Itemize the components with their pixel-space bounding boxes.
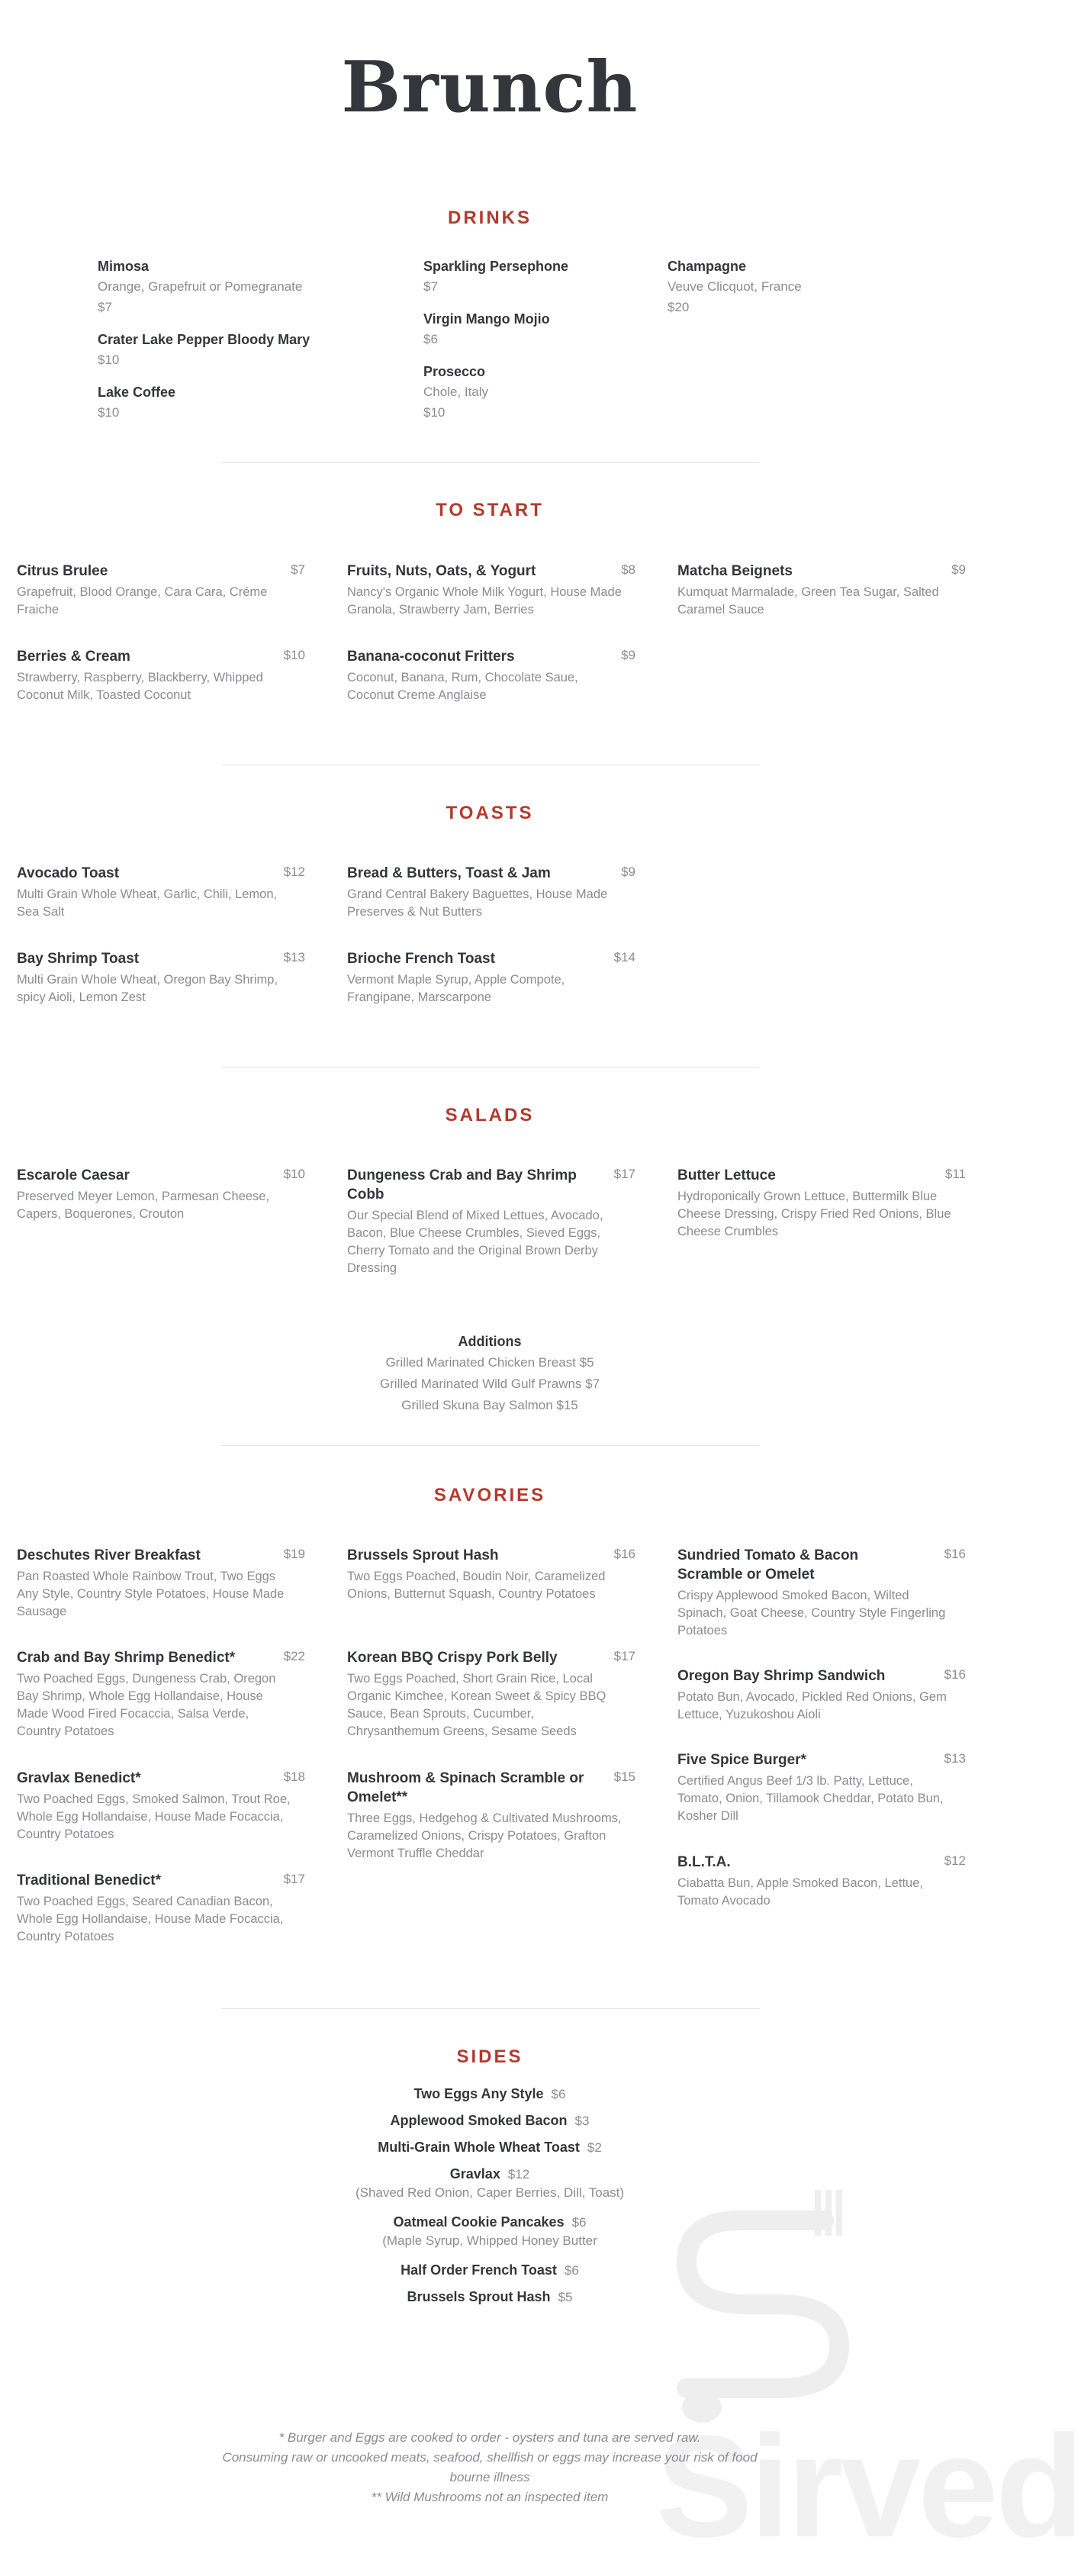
item-price: $10: [283, 648, 305, 662]
drink-name: Virgin Mango Mojio: [423, 311, 550, 327]
drink-name: Mimosa: [98, 259, 150, 274]
menu-item: [17, 949, 305, 1006]
item-name: Five Spice Burger*: [677, 1752, 806, 1768]
menu-item: [677, 1666, 966, 1750]
menu-item: [677, 1853, 966, 1910]
item-name: Mushroom & Spinach Scramble or Omelet**: [347, 1770, 584, 1805]
item-desc: Vermont Maple Syrup, Apple Compote, Frangipane, Marscarpone: [347, 973, 565, 1004]
menu-item: [677, 1546, 966, 1666]
side-name: Multi-Grain Whole Wheat Toast: [378, 2140, 580, 2155]
menu-item: [17, 1871, 305, 1946]
item-desc: Strawberry, Raspberry, Blackberry, Whipped Coconut Milk, Toasted Coconut: [17, 671, 263, 702]
footnote-line: ** Wild Mushrooms not an inspected item: [371, 2490, 609, 2504]
item-price: $12: [944, 1853, 966, 1868]
menu-item: [347, 1769, 635, 1863]
item-name: Gravlax Benedict*: [17, 1770, 141, 1786]
item-desc: Crispy Applewood Smoked Bacon, Wilted Spinach, Goat Cheese, Country Style Fingerling Potatoes: [677, 1589, 946, 1637]
footnote-line: Consuming raw or uncooked meats, seafood, shellfish or eggs may increase your risk of food: [222, 2450, 758, 2465]
side-name: Oatmeal Cookie Pancakes: [393, 2214, 565, 2230]
side-name: Half Order French Toast: [401, 2262, 557, 2278]
drink-name: Prosecco: [423, 364, 486, 379]
item-price: $8: [621, 562, 635, 577]
side-name: Two Eggs Any Style: [413, 2086, 544, 2101]
item-desc: Kumquat Marmalade, Green Tea Sugar, Salted Caramel Sauce: [677, 585, 939, 617]
addition-line: Grilled Marinated Chicken Breast $5: [385, 1355, 594, 1370]
item-price: $17: [283, 1872, 305, 1886]
item-desc: Multi Grain Whole Wheat, Garlic, Chili, Lemon, Sea Salt: [17, 887, 278, 919]
drink-item: [423, 309, 652, 349]
menu-item: [347, 562, 635, 647]
salads-column-1: [17, 1166, 305, 1223]
side-price: $6: [551, 2087, 566, 2101]
side-item: [0, 2113, 980, 2129]
item-desc: Two Eggs Poached, Boudin Noir, Caramelized Onions, Butternut Squash, Country Potatoes: [347, 1570, 606, 1601]
item-name: Brioche French Toast: [347, 951, 495, 967]
to-start-column-3: [677, 562, 966, 619]
item-name: Avocado Toast: [17, 865, 120, 881]
item-name: Brussels Sprout Hash: [347, 1547, 499, 1563]
item-price: $13: [283, 950, 305, 964]
savories-column-1: [17, 1546, 305, 1946]
item-price: $9: [621, 865, 635, 879]
sides-heading: SIDES: [456, 2046, 523, 2067]
drink-item: [423, 256, 652, 297]
to-start-column-1: [17, 562, 305, 704]
section-divider: [221, 1445, 760, 1446]
footnote-line: bourne illness: [449, 2470, 530, 2484]
addition-line: Grilled Skuna Bay Salmon $15: [401, 1398, 578, 1412]
item-name: Crab and Bay Shrimp Benedict*: [17, 1650, 236, 1666]
drink-desc: Chole, Italy: [423, 385, 489, 399]
section-divider: [221, 462, 760, 463]
drink-item: [423, 362, 652, 423]
item-price: $7: [291, 562, 305, 577]
item-desc: Our Special Blend of Mixed Lettues, Avocado, Bacon, Blue Cheese Crumbles, Sieved Eggs, Cherry Tomato and the Original Brown Derby Dressing: [347, 1209, 603, 1275]
drink-name: Crater Lake Pepper Bloody Mary: [98, 332, 310, 347]
menu-item: [17, 864, 305, 949]
item-price: $11: [944, 1167, 966, 1181]
menu-item: [347, 1166, 635, 1277]
item-name: Fruits, Nuts, Oats, & Yogurt: [347, 563, 536, 579]
item-price: $19: [283, 1547, 305, 1561]
side-desc: (Maple Syrup, Whipped Honey Butter: [382, 2233, 597, 2248]
drinks-column-1: [98, 256, 388, 435]
menu-item: [347, 949, 635, 1006]
toasts-column-2: [347, 864, 635, 1006]
menu-item: [347, 1546, 635, 1648]
item-desc: Two Poached Eggs, Dungeness Crab, Oregon Bay Shrimp, Whole Egg Hollandaise, House Made Wood Fired Focaccia, Salsa Verde, Country Potatoes: [17, 1672, 276, 1738]
drink-name: Champagne: [668, 259, 747, 274]
item-name: Bread & Butters, Toast & Jam: [347, 865, 551, 881]
menu-item: [17, 647, 305, 704]
item-desc: Coconut, Banana, Rum, Chocolate Saue, Coconut Creme Anglaise: [347, 671, 578, 702]
menu-item: [17, 1648, 305, 1769]
item-name: B.L.T.A.: [677, 1854, 731, 1870]
sirved-logo-icon: [656, 2190, 862, 2426]
drink-desc: Veuve Clicquot, France: [668, 279, 802, 294]
item-name: Traditional Benedict*: [17, 1872, 161, 1889]
menu-item: [677, 1166, 966, 1241]
menu-item: [347, 864, 635, 949]
side-desc: (Shaved Red Onion, Caper Berries, Dill, Toast): [355, 2185, 625, 2200]
toasts-heading: TOASTS: [446, 803, 534, 823]
savories-column-2: [347, 1546, 635, 1863]
menu-item: [677, 562, 966, 619]
item-name: Dungeness Crab and Bay Shrimp Cobb: [347, 1167, 577, 1203]
footnotes: [0, 2428, 980, 2507]
to-start-column-2: [347, 562, 635, 704]
item-price: $17: [613, 1167, 635, 1181]
salads-column-3: [677, 1166, 966, 1241]
item-name: Bay Shrimp Toast: [17, 951, 140, 967]
salads-heading: SALADS: [445, 1105, 535, 1125]
item-name: Butter Lettuce: [677, 1167, 776, 1183]
toasts-column-1: [17, 864, 305, 1006]
item-name: Oregon Bay Shrimp Sandwich: [677, 1668, 886, 1684]
addition-line: Grilled Marinated Wild Gulf Prawns $7: [379, 1377, 600, 1391]
page-title: Brunch: [341, 46, 639, 128]
side-price: $3: [574, 2114, 590, 2128]
additions-title: Additions: [458, 1334, 522, 1349]
drink-price: $20: [668, 300, 690, 314]
item-price: $15: [613, 1769, 635, 1784]
item-desc: Pan Roasted Whole Rainbow Trout, Two Eggs Any Style, Country Style Potatoes, House Made Sausage: [17, 1570, 285, 1618]
item-desc: Ciabatta Bun, Apple Smoked Bacon, Lettue, Tomato Avocado: [677, 1876, 923, 1908]
drink-price: $7: [423, 279, 438, 294]
drink-price: $10: [423, 405, 446, 420]
drink-item: [98, 330, 388, 370]
side-item: [0, 2140, 980, 2156]
item-desc: Three Eggs, Hedgehog & Cultivated Mushrooms, Caramelized Onions, Crispy Potatoes, Grafton Vermont Truffle Cheddar: [347, 1811, 622, 1860]
salads-column-2: [347, 1166, 635, 1277]
drink-price: $10: [98, 353, 120, 367]
item-desc: Hydroponically Grown Lettuce, Buttermilk Blue Cheese Dressing, Crispy Fried Red Onions, Blue Cheese Crumbles: [677, 1190, 951, 1238]
side-name: Gravlax: [449, 2166, 500, 2182]
item-name: Banana-coconut Fritters: [347, 649, 515, 665]
side-price: $5: [558, 2290, 573, 2304]
item-price: $9: [951, 562, 966, 577]
item-name: Citrus Brulee: [17, 563, 108, 579]
item-name: Sundried Tomato & Bacon Scramble or Omelet: [677, 1547, 859, 1583]
savories-column-3: [677, 1546, 966, 1910]
drink-item: [98, 382, 388, 423]
drink-desc: Orange, Grapefruit or Pomegranate: [98, 279, 303, 294]
item-name: Korean BBQ Crispy Pork Belly: [347, 1650, 558, 1666]
salad-additions: [0, 1331, 980, 1416]
item-price: $16: [944, 1667, 966, 1682]
side-item: [0, 2086, 980, 2102]
item-price: $10: [283, 1167, 305, 1181]
side-price: $12: [507, 2167, 530, 2182]
menu-item: [17, 562, 305, 647]
item-price: $18: [283, 1769, 305, 1784]
item-name: Berries & Cream: [17, 649, 130, 665]
side-price: $2: [587, 2140, 602, 2155]
menu-item: [17, 1546, 305, 1648]
sirved-watermark: Sirved: [656, 2406, 1081, 2568]
item-desc: Two Poached Eggs, Smoked Salmon, Trout Roe, Whole Egg Hollandaise, House Made Focaccia, Country Potatoes: [17, 1792, 291, 1841]
to-start-heading: TO START: [436, 500, 544, 520]
side-price: $6: [571, 2215, 587, 2230]
drink-item: [98, 256, 388, 317]
drink-name: Lake Coffee: [98, 385, 176, 400]
side-price: $6: [564, 2263, 579, 2278]
section-divider: [221, 2008, 760, 2009]
item-price: $14: [613, 950, 635, 964]
item-name: Matcha Beignets: [677, 563, 793, 579]
item-price: $9: [621, 648, 635, 662]
item-price: $16: [944, 1547, 966, 1561]
drink-price: $10: [98, 405, 120, 420]
menu-item: [17, 1769, 305, 1871]
item-desc: Grapefruit, Blood Orange, Cara Cara, Créme Fraiche: [17, 585, 268, 617]
menu-item: [17, 1166, 305, 1223]
item-desc: Nancy's Organic Whole Milk Yogurt, House Made Granola, Strawberry Jam, Berries: [347, 585, 622, 617]
item-desc: Two Eggs Poached, Short Grain Rice, Local Organic Kimchee, Korean Sweet & Spicy BBQ Sauce, Bean Sprouts, Cucumber, Chrysanthemum Greens, Sesame Seeds: [347, 1672, 606, 1738]
menu-item: [347, 1648, 635, 1769]
drink-price: $7: [98, 300, 112, 314]
drink-price: $6: [423, 332, 438, 346]
item-price: $13: [944, 1751, 966, 1766]
item-name: Escarole Caesar: [17, 1167, 130, 1183]
side-name: Applewood Smoked Bacon: [390, 2113, 568, 2128]
item-desc: Certified Angus Beef 1/3 lb. Patty, Lettuce, Tomato, Onion, Tillamook Cheddar, Potato Bun, Kosher Dill: [677, 1774, 944, 1823]
drinks-heading: DRINKS: [447, 208, 532, 228]
item-price: $12: [283, 865, 305, 879]
side-name: Brussels Sprout Hash: [407, 2289, 551, 2304]
item-desc: Grand Central Bakery Baguettes, House Made Preserves & Nut Butters: [347, 887, 608, 919]
item-price: $22: [283, 1649, 305, 1663]
drink-item: [668, 256, 896, 317]
item-desc: Two Poached Eggs, Seared Canadian Bacon, Whole Egg Hollandaise, House Made Focaccia, Country Potatoes: [17, 1895, 284, 1943]
item-desc: Potato Bun, Avocado, Pickled Red Onions, Gem Lettuce, Yuzukoshou Aioli: [677, 1690, 947, 1721]
menu-item: [347, 647, 635, 704]
item-price: $17: [613, 1649, 635, 1663]
item-desc: Preserved Meyer Lemon, Parmesan Cheese, Capers, Boquerones, Crouton: [17, 1190, 270, 1221]
item-desc: Multi Grain Whole Wheat, Oregon Bay Shrimp, spicy Aioli, Lemon Zest: [17, 973, 278, 1004]
item-price: $16: [613, 1547, 635, 1561]
menu-item: [677, 1750, 966, 1853]
footnote-line: * Burger and Eggs are cooked to order - oysters and tuna are served raw.: [278, 2430, 701, 2445]
savories-heading: SAVORIES: [433, 1485, 546, 1505]
drink-name: Sparkling Persephone: [423, 259, 569, 274]
item-name: Deschutes River Breakfast: [17, 1547, 201, 1563]
drinks-column-2: [423, 256, 652, 435]
drinks-column-3: [668, 256, 896, 330]
